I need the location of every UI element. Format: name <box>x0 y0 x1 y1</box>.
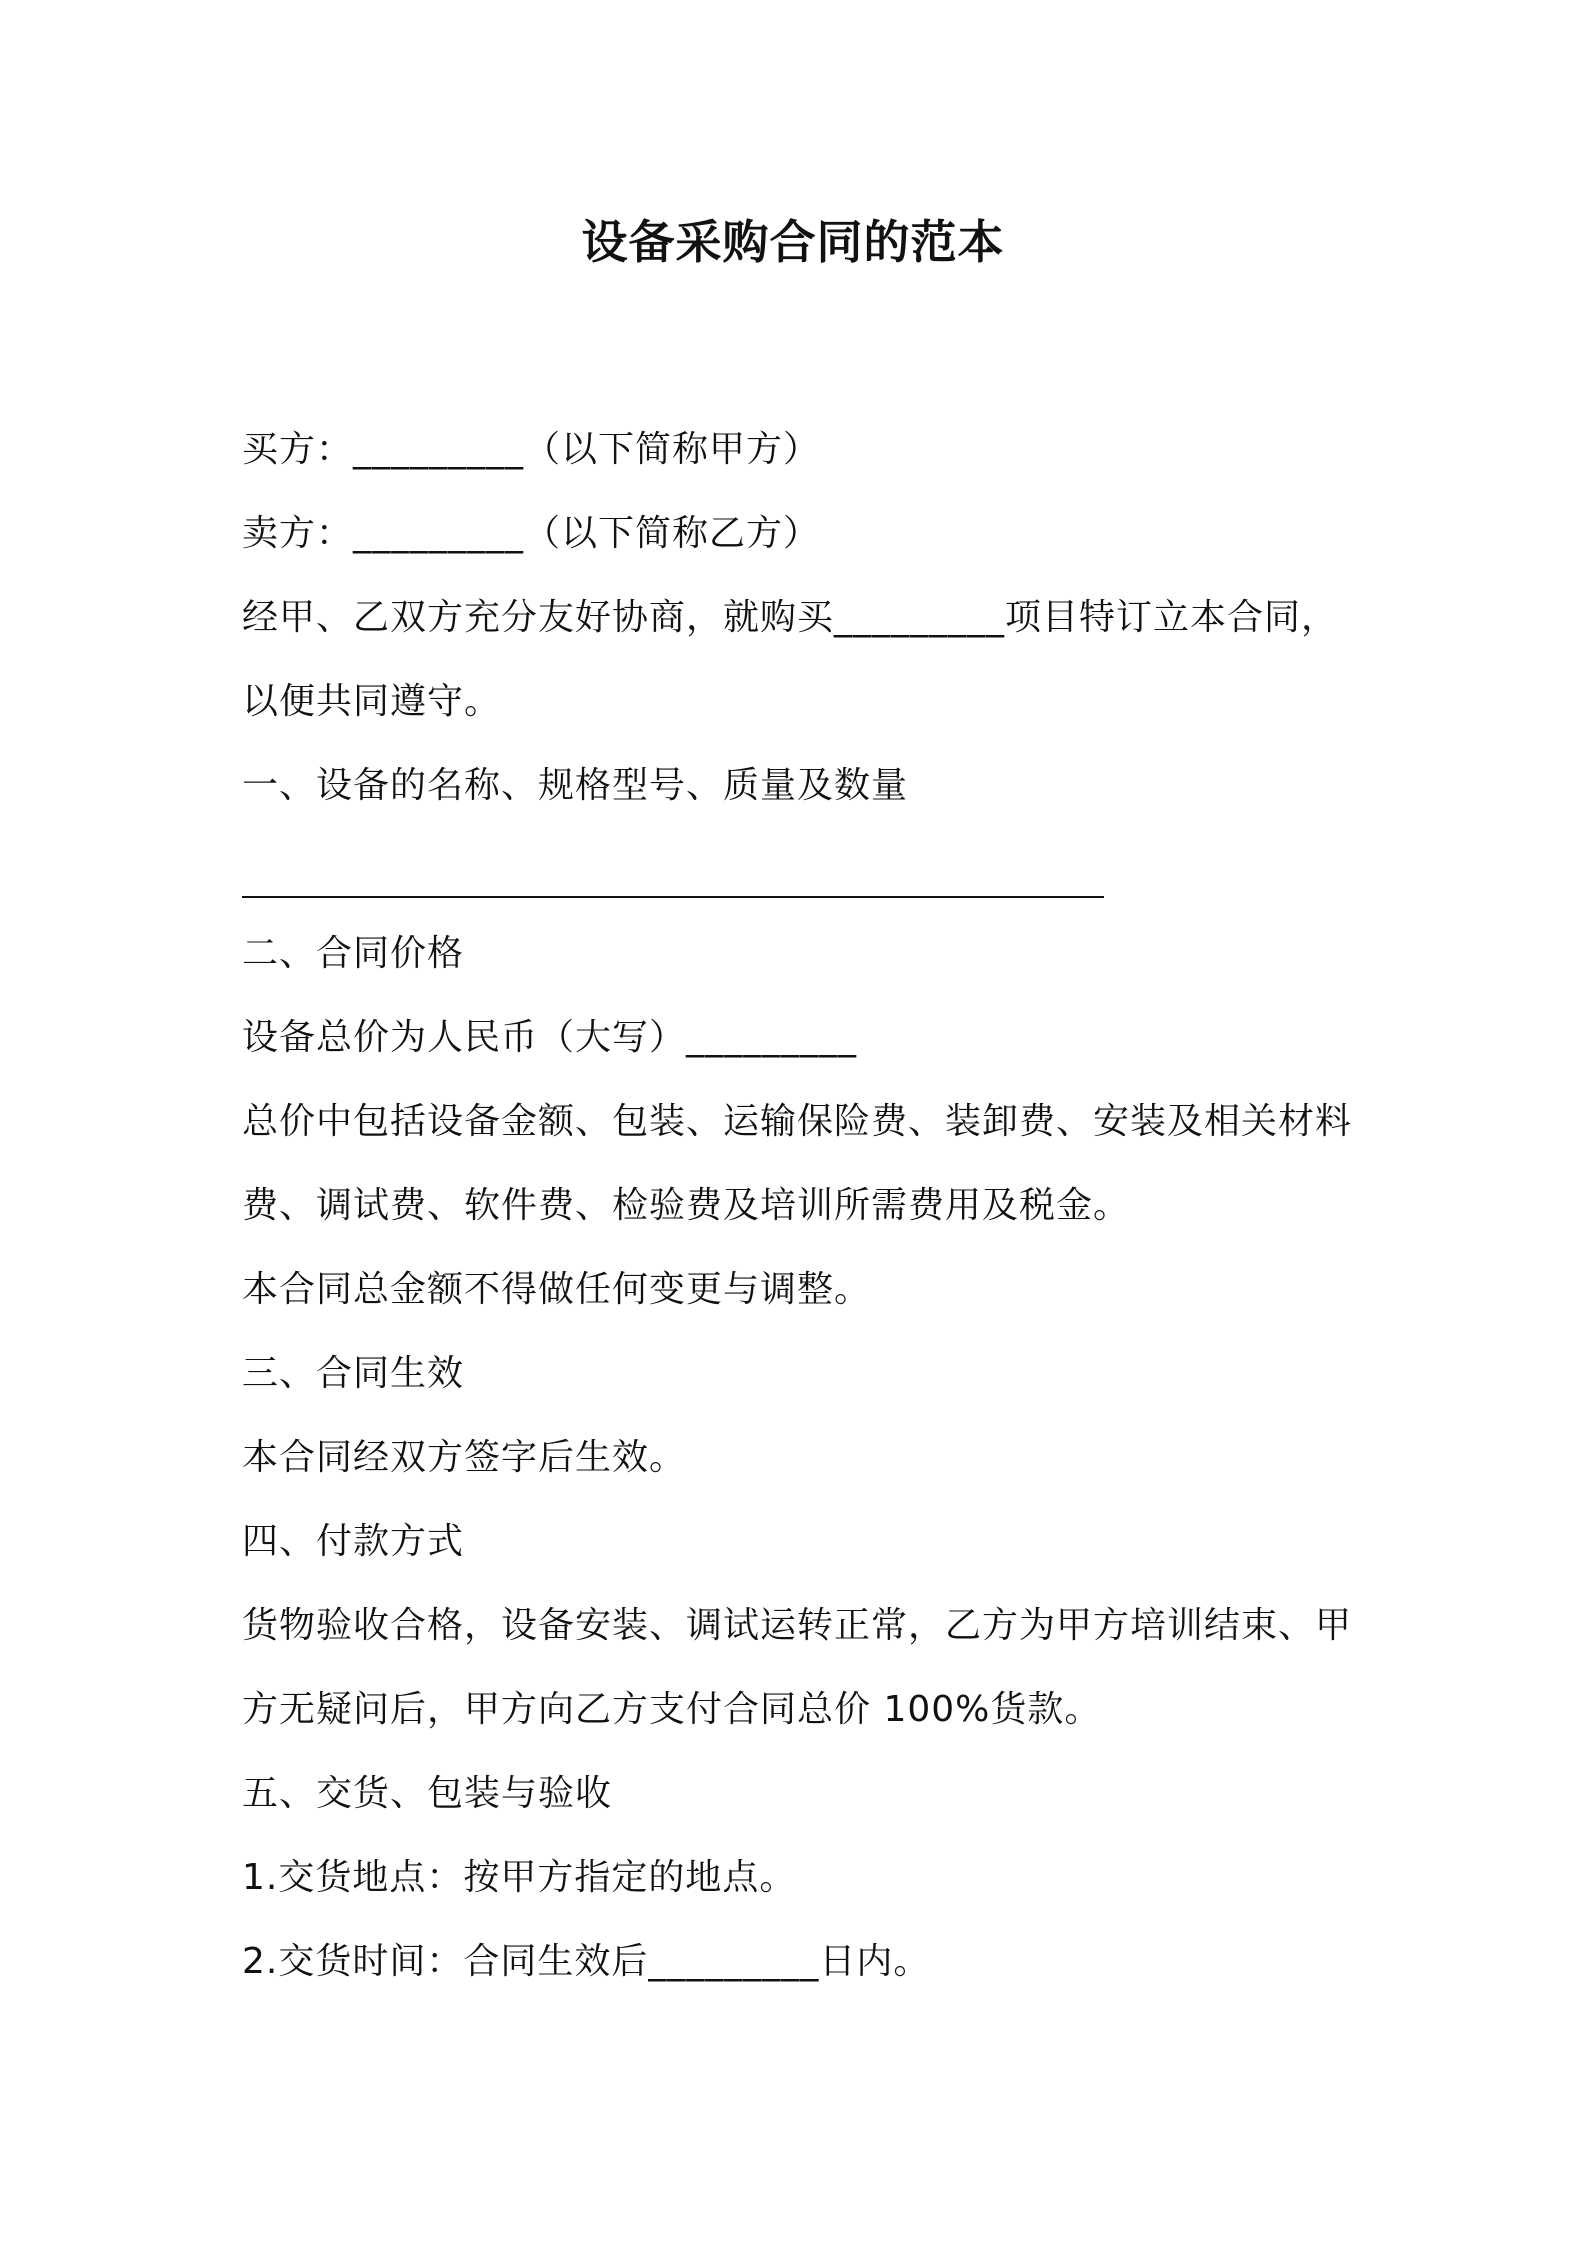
price-total-line: 设备总价为人民币（大写）_________ <box>242 1017 858 1058</box>
section-4-heading: 四、付款方式 <box>242 1521 465 1562</box>
preamble-line-2: 以便共同遵守。 <box>242 681 502 722</box>
section-2-heading: 二、合同价格 <box>242 933 465 974</box>
delivery-location-line: 1.交货地点：按甲方指定的地点。 <box>242 1857 797 1898</box>
section-3-heading: 三、合同生效 <box>242 1353 465 1394</box>
price-includes-line-2: 费、调试费、软件费、检验费及培训所需费用及税金。 <box>242 1185 1131 1226</box>
payment-line-2: 方无疑问后，甲方向乙方支付合同总价 100%货款。 <box>242 1689 1102 1730</box>
underline-rule <box>242 896 1104 898</box>
price-fixed-line: 本合同总金额不得做任何变更与调整。 <box>242 1269 872 1310</box>
section-5-heading: 五、交货、包装与验收 <box>242 1773 613 1814</box>
price-includes-line-1: 总价中包括设备金额、包装、运输保险费、装卸费、安装及相关材料 <box>242 1101 1353 1142</box>
effective-line: 本合同经双方签字后生效。 <box>242 1437 687 1478</box>
document-title: 设备采购合同的范本 <box>581 215 1005 269</box>
seller-line: 卖方：_________（以下简称乙方） <box>242 513 821 554</box>
delivery-time-line: 2.交货时间：合同生效后_________日内。 <box>242 1941 931 1982</box>
document-body <box>242 408 1362 2004</box>
blank-fill-line <box>242 828 1362 912</box>
section-1-heading: 一、设备的名称、规格型号、质量及数量 <box>242 765 909 806</box>
payment-line-1: 货物验收合格，设备安装、调试运转正常，乙方为甲方培训结束、甲 <box>242 1605 1353 1646</box>
preamble-line-1: 经甲、乙双方充分友好协商，就购买_________项目特订立本合同， <box>242 597 1339 638</box>
buyer-line: 买方：_________（以下简称甲方） <box>242 429 821 470</box>
